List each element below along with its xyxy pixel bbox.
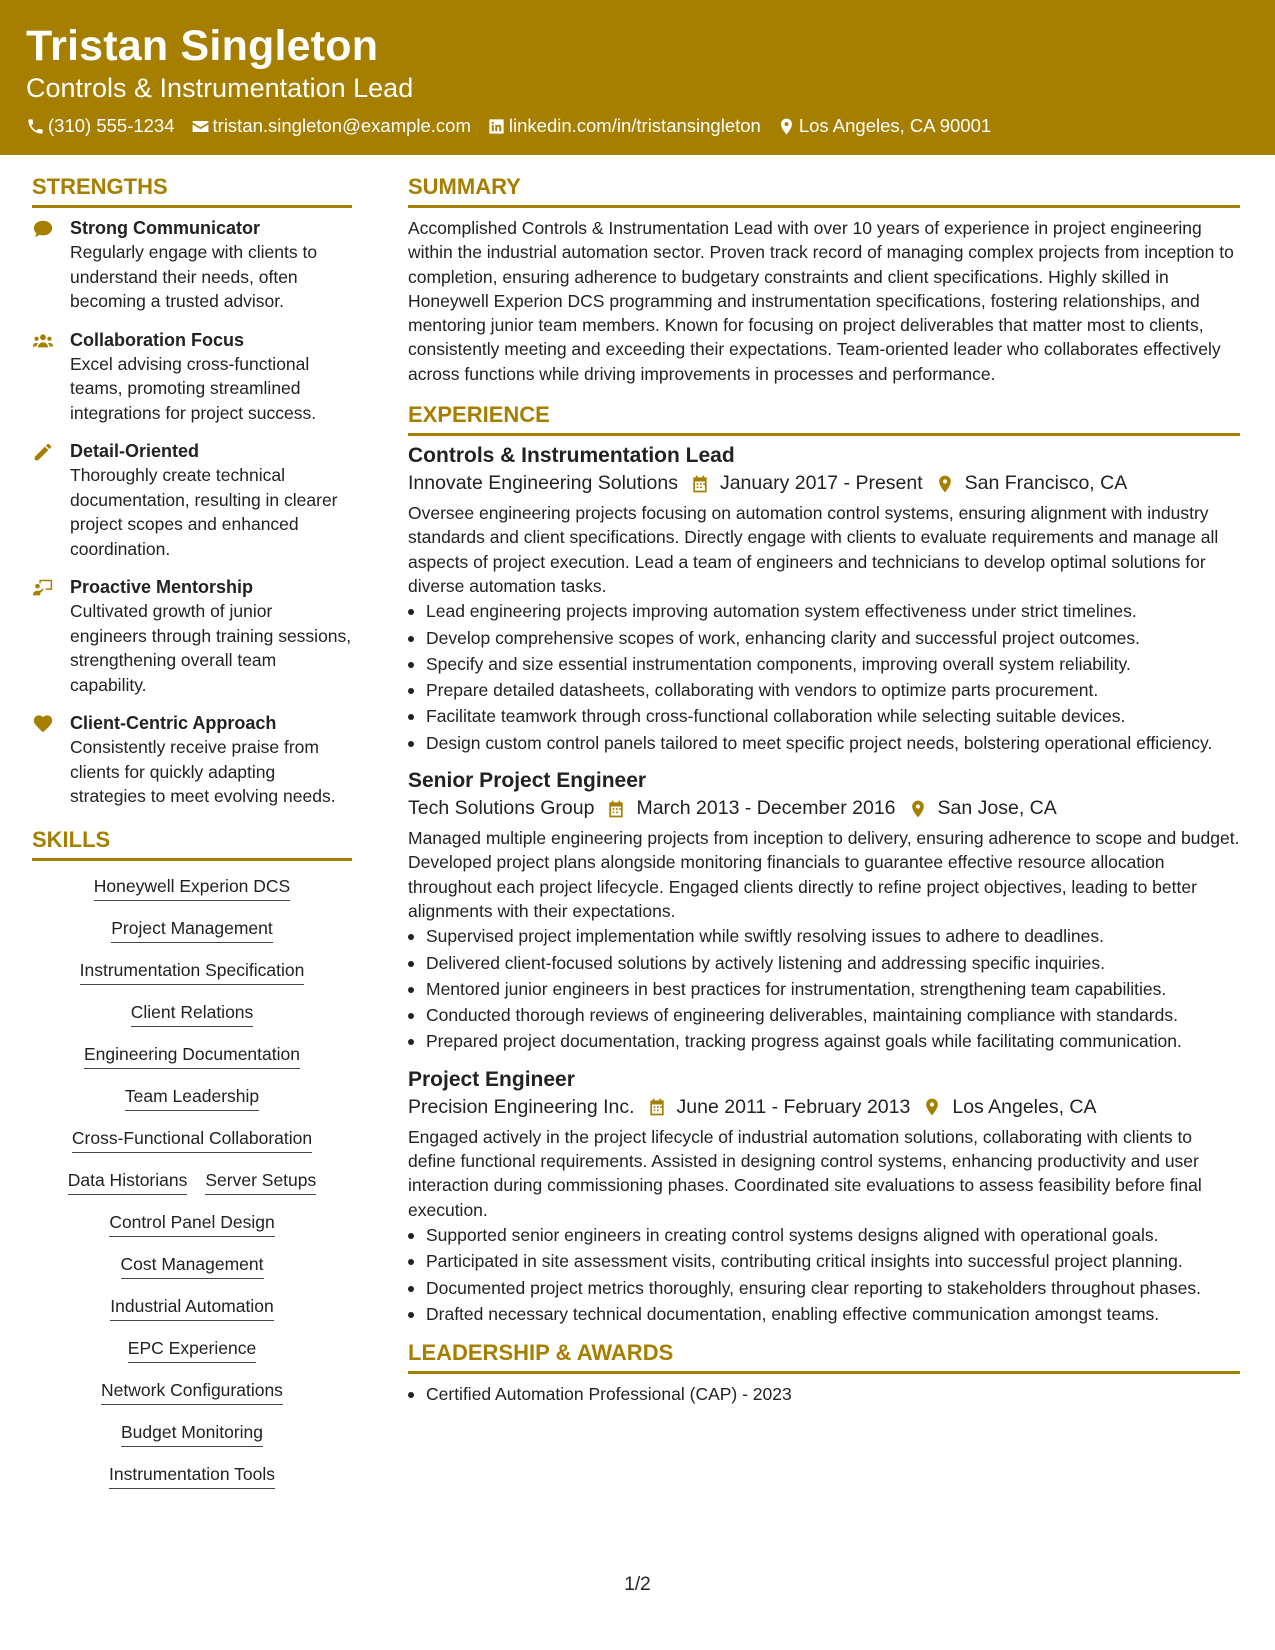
bullet-item: Facilitate teamwork through cross-functional collaboration while selecting suitable devices. bbox=[408, 704, 1240, 728]
phone-text: (310) 555-1234 bbox=[48, 115, 175, 136]
contact-location bbox=[777, 115, 991, 137]
bullet-item: Design custom control panels tailored to meet specific project needs, bolstering operational efficiency. bbox=[408, 731, 1240, 755]
bullet-item: Supported senior engineers in creating control systems designs aligned with operational goals. bbox=[408, 1223, 1240, 1247]
bullet-item: Supervised project implementation while swiftly resolving issues to adhere to deadlines. bbox=[408, 924, 1240, 948]
summary-text: Accomplished Controls & Instrumentation Lead with over 10 years of experience in project engineering within the industrial automation sector. Proven track record of managing complex projects from inception to completion, ensuring adherence to budgetary constraints and client specifications. Highly skilled in Honeywell Experion DCS programming and instrumentation specifications, fostering relationships, and mentoring junior team members. Known for focusing on project deliverables that matter most to clients, consistently meeting and exceeding their expectations. Team-oriented leader who collaborates effectively across functions while driving improvements in processes and performance. bbox=[408, 218, 1234, 384]
job-description: Oversee engineering projects focusing on automation control systems, ensuring alignment with industry standards and client specifications. Directly engage with clients to evaluate requirements and manage all aspects of project execution. Lead a team of engineers and technicians to develop optimal solutions for diverse automation tasks. bbox=[408, 503, 1219, 596]
skill-tag: Cross-Functional Collaboration bbox=[72, 1127, 312, 1153]
phone-icon bbox=[26, 117, 45, 136]
bullet-item: Drafted necessary technical documentation, enabling effective communication amongst teams. bbox=[408, 1302, 1240, 1326]
bullet-item: Participated in site assessment visits, contributing critical insights into successful project planning. bbox=[408, 1249, 1240, 1273]
map-pin-icon bbox=[922, 1097, 942, 1117]
skill-tag: Control Panel Design bbox=[109, 1211, 274, 1237]
bullet-item: Mentored junior engineers in best practices for instrumentation, strengthening team capabilities. bbox=[408, 977, 1240, 1001]
skill-tag: Engineering Documentation bbox=[84, 1043, 300, 1069]
calendar-icon bbox=[606, 799, 626, 819]
award-item: Certified Automation Professional (CAP) - 2023 bbox=[408, 1382, 1240, 1406]
group-icon bbox=[32, 330, 54, 352]
skills-list bbox=[32, 869, 352, 1489]
job-location: San Francisco, CA bbox=[964, 472, 1128, 495]
experience-heading: EXPERIENCE bbox=[408, 402, 1240, 436]
bullet-item: Conducted thorough reviews of engineering deliverables, maintaining compliance with standards. bbox=[408, 1003, 1240, 1027]
job-entry bbox=[408, 444, 1240, 755]
contact-email[interactable] bbox=[191, 115, 471, 137]
bullet-item: Prepare detailed datasheets, collaborating with vendors to optimize parts procurement. bbox=[408, 678, 1240, 702]
email-text[interactable]: tristan.singleton@example.com bbox=[212, 115, 471, 136]
skill-tag: Honeywell Experion DCS bbox=[94, 875, 290, 901]
skill-tag: Instrumentation Tools bbox=[109, 1463, 275, 1489]
strength-desc: Regularly engage with clients to understand their needs, often becoming a trusted advisor. bbox=[70, 242, 318, 311]
page-number: 1/2 bbox=[624, 1574, 651, 1595]
awards-heading: LEADERSHIP & AWARDS bbox=[408, 1340, 1240, 1374]
skills-heading: SKILLS bbox=[32, 827, 352, 861]
job-title: Project Engineer bbox=[408, 1067, 575, 1091]
map-pin-icon bbox=[935, 474, 955, 494]
strength-desc: Excel advising cross-functional teams, promoting streamlined integrations for project success. bbox=[70, 353, 317, 423]
skill-tag: Client Relations bbox=[131, 1001, 254, 1027]
skill-tag: Industrial Automation bbox=[110, 1295, 273, 1321]
job-dates: March 2013 - December 2016 bbox=[636, 797, 896, 820]
skill-tag: Server Setups bbox=[205, 1169, 316, 1195]
job-company: Innovate Engineering Solutions bbox=[408, 472, 678, 495]
summary-heading: SUMMARY bbox=[408, 174, 1240, 208]
strength-item bbox=[32, 216, 352, 314]
envelope-icon bbox=[191, 117, 210, 136]
job-meta bbox=[408, 797, 1240, 820]
bullet-item: Documented project metrics thoroughly, ensuring clear reporting to stakeholders throughout phases. bbox=[408, 1276, 1240, 1300]
job-dates: June 2011 - February 2013 bbox=[676, 1095, 911, 1118]
map-pin-icon bbox=[777, 117, 796, 136]
job-company: Tech Solutions Group bbox=[408, 797, 595, 820]
contact-bar bbox=[26, 115, 1007, 137]
calendar-icon bbox=[690, 474, 710, 494]
skill-tag: Project Management bbox=[111, 917, 272, 943]
job-meta bbox=[408, 1096, 1240, 1119]
awards-list bbox=[408, 1382, 1240, 1406]
job-description: Managed multiple engineering projects from inception to delivery, ensuring adherence to scope and budget. Developed project plans alongside monitoring financials to guarantee effective resource allocation throughout each project lifecycle. Engaged clients directly to refine project objectives, leading to better alignments with their expectations. bbox=[408, 828, 1240, 921]
job-company: Precision Engineering Inc. bbox=[408, 1095, 635, 1118]
bullet-item: Lead engineering projects improving automation system effectiveness under strict timelines. bbox=[408, 599, 1240, 623]
strength-title: Detail-Oriented bbox=[70, 441, 200, 461]
strength-title: Strong Communicator bbox=[70, 218, 261, 238]
contact-linkedin[interactable] bbox=[487, 115, 761, 137]
job-description: Engaged actively in the project lifecycle of industrial automation solutions, collaborating with clients to define functional requirements. Assisted in designing control systems, enhancing productivity and user interaction during commissioning phases. Coordinated site evaluations to assess feasibility before final execution. bbox=[408, 1126, 1202, 1220]
calendar-icon bbox=[647, 1097, 667, 1117]
bullet-item: Delivered client-focused solutions by actively listening and addressing specific inquiries. bbox=[408, 951, 1240, 975]
linkedin-text[interactable]: linkedin.com/in/tristansingleton bbox=[508, 115, 761, 136]
skill-tag: Data Historians bbox=[68, 1169, 188, 1195]
contact-phone bbox=[26, 115, 175, 137]
job-location: San Jose, CA bbox=[937, 797, 1057, 820]
job-bullets bbox=[408, 1223, 1240, 1326]
strength-desc: Consistently receive praise from clients for quickly adapting strategies to meet evolving needs. bbox=[70, 737, 336, 806]
map-pin-icon bbox=[908, 799, 928, 819]
strength-desc: Thoroughly create technical documentation, resulting in clearer project scopes and enhanced coordination. bbox=[70, 465, 338, 559]
strength-item bbox=[32, 439, 352, 561]
right-column bbox=[408, 174, 1240, 1420]
left-column bbox=[32, 174, 352, 1505]
speech-bubble-icon bbox=[32, 218, 54, 240]
job-title: Controls & Instrumentation Lead bbox=[408, 444, 735, 468]
job-entry bbox=[408, 769, 1240, 1054]
skill-tag: Team Leadership bbox=[125, 1085, 259, 1111]
candidate-role: Controls & Instrumentation Lead bbox=[26, 73, 414, 103]
strength-item bbox=[32, 575, 352, 697]
bullet-item: Develop comprehensive scopes of work, enhancing clarity and successful project outcomes. bbox=[408, 626, 1240, 650]
bullet-item: Specify and size essential instrumentation components, improving overall system reliability. bbox=[408, 652, 1240, 676]
pencil-icon bbox=[32, 441, 54, 463]
job-location: Los Angeles, CA bbox=[952, 1095, 1097, 1118]
skill-tag: Instrumentation Specification bbox=[80, 959, 305, 985]
strength-item bbox=[32, 328, 352, 426]
strengths-heading: STRENGTHS bbox=[32, 174, 352, 208]
strength-title: Collaboration Focus bbox=[70, 329, 245, 350]
strength-title: Proactive Mentorship bbox=[70, 577, 254, 597]
job-dates: January 2017 - Present bbox=[719, 472, 923, 495]
job-meta bbox=[408, 472, 1240, 495]
location-text: Los Angeles, CA 90001 bbox=[798, 115, 992, 136]
skill-tag: EPC Experience bbox=[128, 1337, 256, 1363]
strength-title: Client-Centric Approach bbox=[70, 713, 277, 733]
candidate-name: Tristan Singleton bbox=[26, 22, 379, 70]
job-entry bbox=[408, 1068, 1240, 1326]
strength-item bbox=[32, 711, 352, 809]
resume-header bbox=[0, 0, 1275, 155]
linkedin-icon bbox=[487, 117, 506, 136]
skill-tag: Network Configurations bbox=[101, 1379, 283, 1405]
skill-tag: Budget Monitoring bbox=[121, 1421, 263, 1447]
job-bullets bbox=[408, 924, 1240, 1053]
teacher-icon bbox=[32, 577, 54, 599]
job-title: Senior Project Engineer bbox=[408, 769, 647, 793]
bullet-item: Prepared project documentation, tracking progress against goals while facilitating communication. bbox=[408, 1029, 1240, 1053]
skill-tag: Cost Management bbox=[121, 1253, 264, 1279]
heart-icon bbox=[32, 713, 54, 735]
strength-desc: Cultivated growth of junior engineers through training sessions, strengthening overall team capability. bbox=[70, 601, 352, 695]
job-bullets bbox=[408, 599, 1240, 755]
